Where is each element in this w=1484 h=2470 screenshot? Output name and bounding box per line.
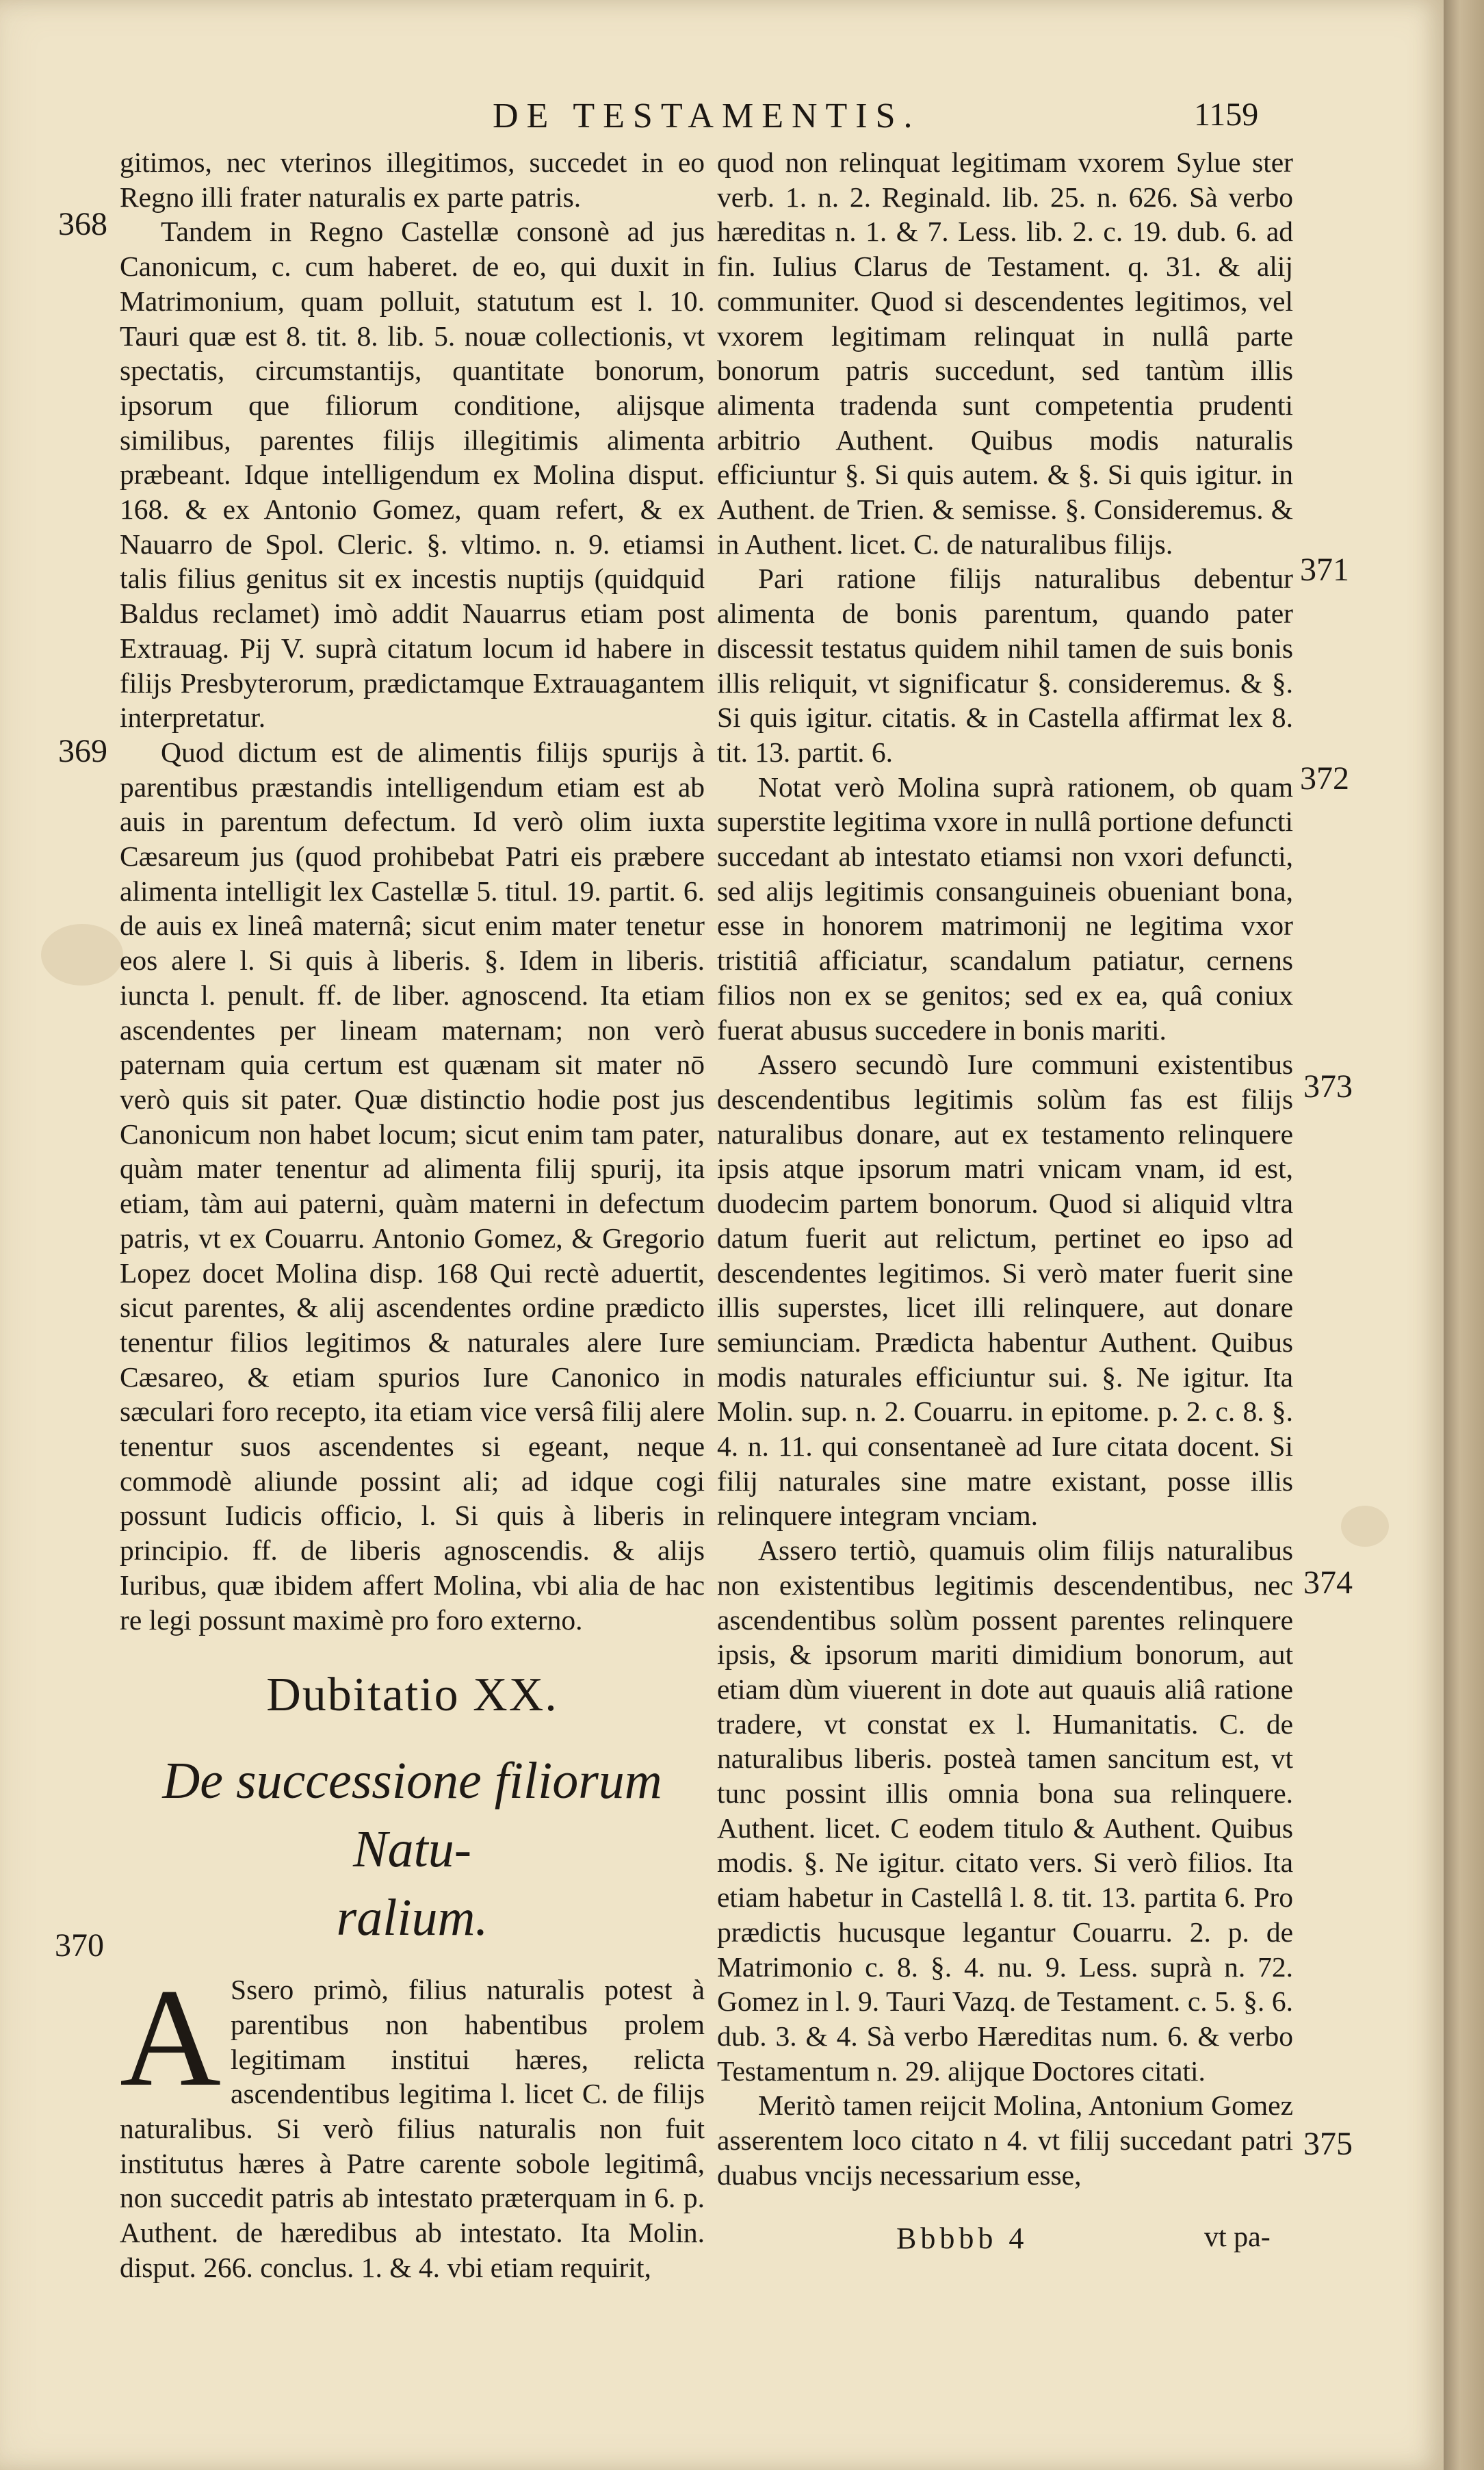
margin-number: 371 xyxy=(1300,552,1349,588)
margin-number: 373 xyxy=(1303,1068,1353,1105)
running-head: DE TESTAMENTIS. xyxy=(493,97,921,136)
margin-number: 375 xyxy=(1303,2126,1353,2162)
paragraph: Assero secundò Iure communi existentibus descendentibus legitimis solùm fas est filijs naturalibus donare, aut ex testamento relinquere ipsis atque ipsorum matri vnicam vnam, id est, duodecim partem bonorum. Quod si aliquid vltra datum fuerit aut relictum, pertinet eo ipso ad descendentes legitimos. Si verò mater fuerit sine illis superstes, licet illi relinquere, aut donare semiunciam. Prædicta habentur Authent. Quibus modis naturales efficiuntur sui. §. Ne igitur. Ita Molin. sup. n. 2. Couarru. in epitome. p. 2. c. 8. §. 4. n. 11. qui consentaneè ad Iure citata docent. Si filij naturales sine matre existant, posse illis relinquere integram vnciam. xyxy=(717,1049,1293,1532)
paragraph: Tandem in Regno Castellæ consonè ad jus Canonicum, c. cum haberet. de eo, qui duxit in Matrimonium, quam polluit, statutum est l. 10. Tauri quæ est 8. tit. 8. lib. 5. nouæ collectionis, vt spectatis, circumstantijs, quantitate bonorum, ipsorum que filiorum conditione, alijsque similibus, parentes filijs illegitimis alimenta præbeant. Idque intelligendum ex Molina disput. 168. & ex Antonio Gomez, quam refert, & ex Nauarro de Spol. Cleric. §. vltimo. n. 9. etiamsi talis filius genitus sit ex incestis nuptijs (quidquid Baldus reclamet) imò addit Nauarrus etiam post Extrauag. Pij V. suprà citatum locum id habere in filijs Presbyterorum, prædictamque Extrauagantem interpretatur. xyxy=(120,216,705,734)
catchword: vt pa- xyxy=(1204,2222,1271,2253)
margin-number: 369 xyxy=(58,733,107,769)
paper-stain xyxy=(41,924,123,986)
paragraph: Assero tertiò, quamuis olim filijs naturalibus non existentibus legitimis descendentibus, nec ascendentibus solùm possent parentes relinquere ipsis, & ipsorum mariti dimidium bonorum, aut etiam dùm viuerent in dote aut quauis aliâ ratione tradere, vt constat ex l. Humanitatis. C. de naturalibus liberis. posteà tamen sancitum est, vt tunc possint illis omnia bona sua relinquere. Authent. licet. C eodem titulo & Authent. Quibus modis. §. Ne igitur. citato vers. Si verò filios. Ita etiam habetur in Castellâ l. 8. tit. 13. partita 6. Pro prædictis hucusque legantur Couarru. 2. p. de Matrimonio c. 8. §. 4. nu. 9. Less. suprà n. 72. Gomez in l. 9. Tauri Vazq. de Testament. c. 5. §. 6. dub. 3. & 4. Sà verbo Hæreditas num. 6. & verbo Testamentum n. 29. alijque Doctores citati. xyxy=(717,1534,1293,2087)
margin-number: 374 xyxy=(1303,1565,1353,1601)
paragraph xyxy=(120,1960,705,2285)
section-heading: Dubitatio XX. xyxy=(266,1669,558,1722)
margin-number: 368 xyxy=(58,206,107,242)
subheading-line: ralium. xyxy=(336,1889,489,1947)
section-subheading xyxy=(120,1747,705,1952)
paragraph: Meritò tamen reijcit Molina, Antonium Gomez asserentem loco citato n 4. vt filij succedant patri duabus vncijs necessarium esse, xyxy=(717,2089,1293,2191)
paragraph: quod non relinquat legitimam vxorem Sylue ster verb. 1. n. 2. Reginald. lib. 25. n. 626. Sà verbo hæreditas n. 1. & 7. Less. lib. 2. c. 19. dub. 6. ad fin. Iulius Clarus de Testament. q. 31. & alij communiter. Quod si descendentes legitimos, vel vxorem legitimam relinquat in nullâ parte bonorum patris succedunt, sed tantùm illis alimenta tradenda sunt competentia prudenti arbitrio Authent. Quibus modis naturalis efficiuntur §. Si quis autem. & §. Si quis igitur. in Authent. de Trien. & semisse. §. Consideremus. & in Authent. licet. C. de naturalibus filijs. xyxy=(717,146,1293,560)
paragraph-text: Ssero primò, filius naturalis potest à parentibus non habentibus prolem legitimam institui hæres, relicta ascendentibus legitima l. licet C. de filijs naturalibus. Si verò filius naturalis non fuit institutus hæres à Patre carente sobole legitimâ, non succedit patris ab intestato præterquam in 6. p. Authent. de hæredibus ab intestato. Ita Molin. disput. 266. conclus. 1. & 4. vbi etiam requirit, xyxy=(120,1974,705,2283)
subheading-line: De successione filiorum Natu- xyxy=(162,1752,662,1879)
paragraph: Notat verò Molina suprà rationem, ob quam superstite legitima vxore in nullâ portione defuncti succedant ab intestato etiamsi non vxori defuncti, sed alijs legitimis consanguineis obueniant bona, esse in honorem matrimonij ne legitima vxor tristitiâ afficiatur, scandalum patiatur, cernens filios non ex se genitos; sed ex ea, quâ coniux fuerat abusus succedere in bonis mariti. xyxy=(717,771,1293,1046)
paragraph: Pari ratione filijs naturalibus debentur alimenta de bonis parentum, quando pater discessit testatus quidem nihil tamen de suis bonis illis reliquit, vt significatur §. consideremus. & §. Si quis igitur. citatis. & in Castella affirmat lex 8. tit. 13. partit. 6. xyxy=(717,563,1293,768)
paragraph: Quod dictum est de alimentis filijs spurijs à parentibus præstandis intelligendum etiam est ab auis in parentum defectum. Id verò olim iuxta Cæsareum jus (quod prohibebat Patri eis præbere alimenta intelligit lex Castellæ 5. titul. 19. partit. 6. de auis ex lineâ maternâ; sicut enim mater tenetur eos alere l. Si quis à liberis. §. Idem in liberis. iuncta l. penult. ff. de liber. agnoscend. Ita etiam ascendentes per lineam maternam; non verò paternam quia certum est quænam sit mater nō verò quis sit pater. Quæ distinctio hodie post jus Canonicum non habet locum; sicut enim tam pater, quàm mater tenentur ad alimenta filij spurij, ita etiam, tàm aui paterni, quàm materni in defectum patris, vt ex Couarru. Antonio Gomez, & Gregorio Lopez docet Molina disp. 168 Qui rectè aduertit, sicut parentes, & alij ascendentes ordine prædicto tenentur filios legitimos & naturales alere Iure Cæsareo, & etiam spurios Iure Canonico in sæculari foro recepto, ita etiam vice versâ filij alere tenentur suos ascendentes si egeant, neque commodè aliunde possint ali; ad idque cogi possunt Iudicis officio, l. Si quis à liberis in principio. ff. de liberis agnoscendis. & alijs Iuribus, quæ ibidem affert Molina, vbi alia de hac re legi possunt maximè pro foro externo. xyxy=(120,736,705,1636)
paragraph: gitimos, nec vterinos illegitimos, succedet in eo Regno illi frater naturalis ex parte patris. xyxy=(120,146,705,213)
page-edge xyxy=(1444,0,1484,2470)
folio-number: 1159 xyxy=(1194,97,1259,133)
left-column xyxy=(120,145,705,2285)
paper-stain xyxy=(1341,1506,1389,1547)
drop-cap: A xyxy=(120,1960,222,2116)
signature-mark: Bbbbb 4 xyxy=(896,2222,1028,2255)
margin-number: 370 xyxy=(55,1927,104,1964)
right-column xyxy=(717,145,1293,2192)
margin-number: 372 xyxy=(1300,760,1349,797)
